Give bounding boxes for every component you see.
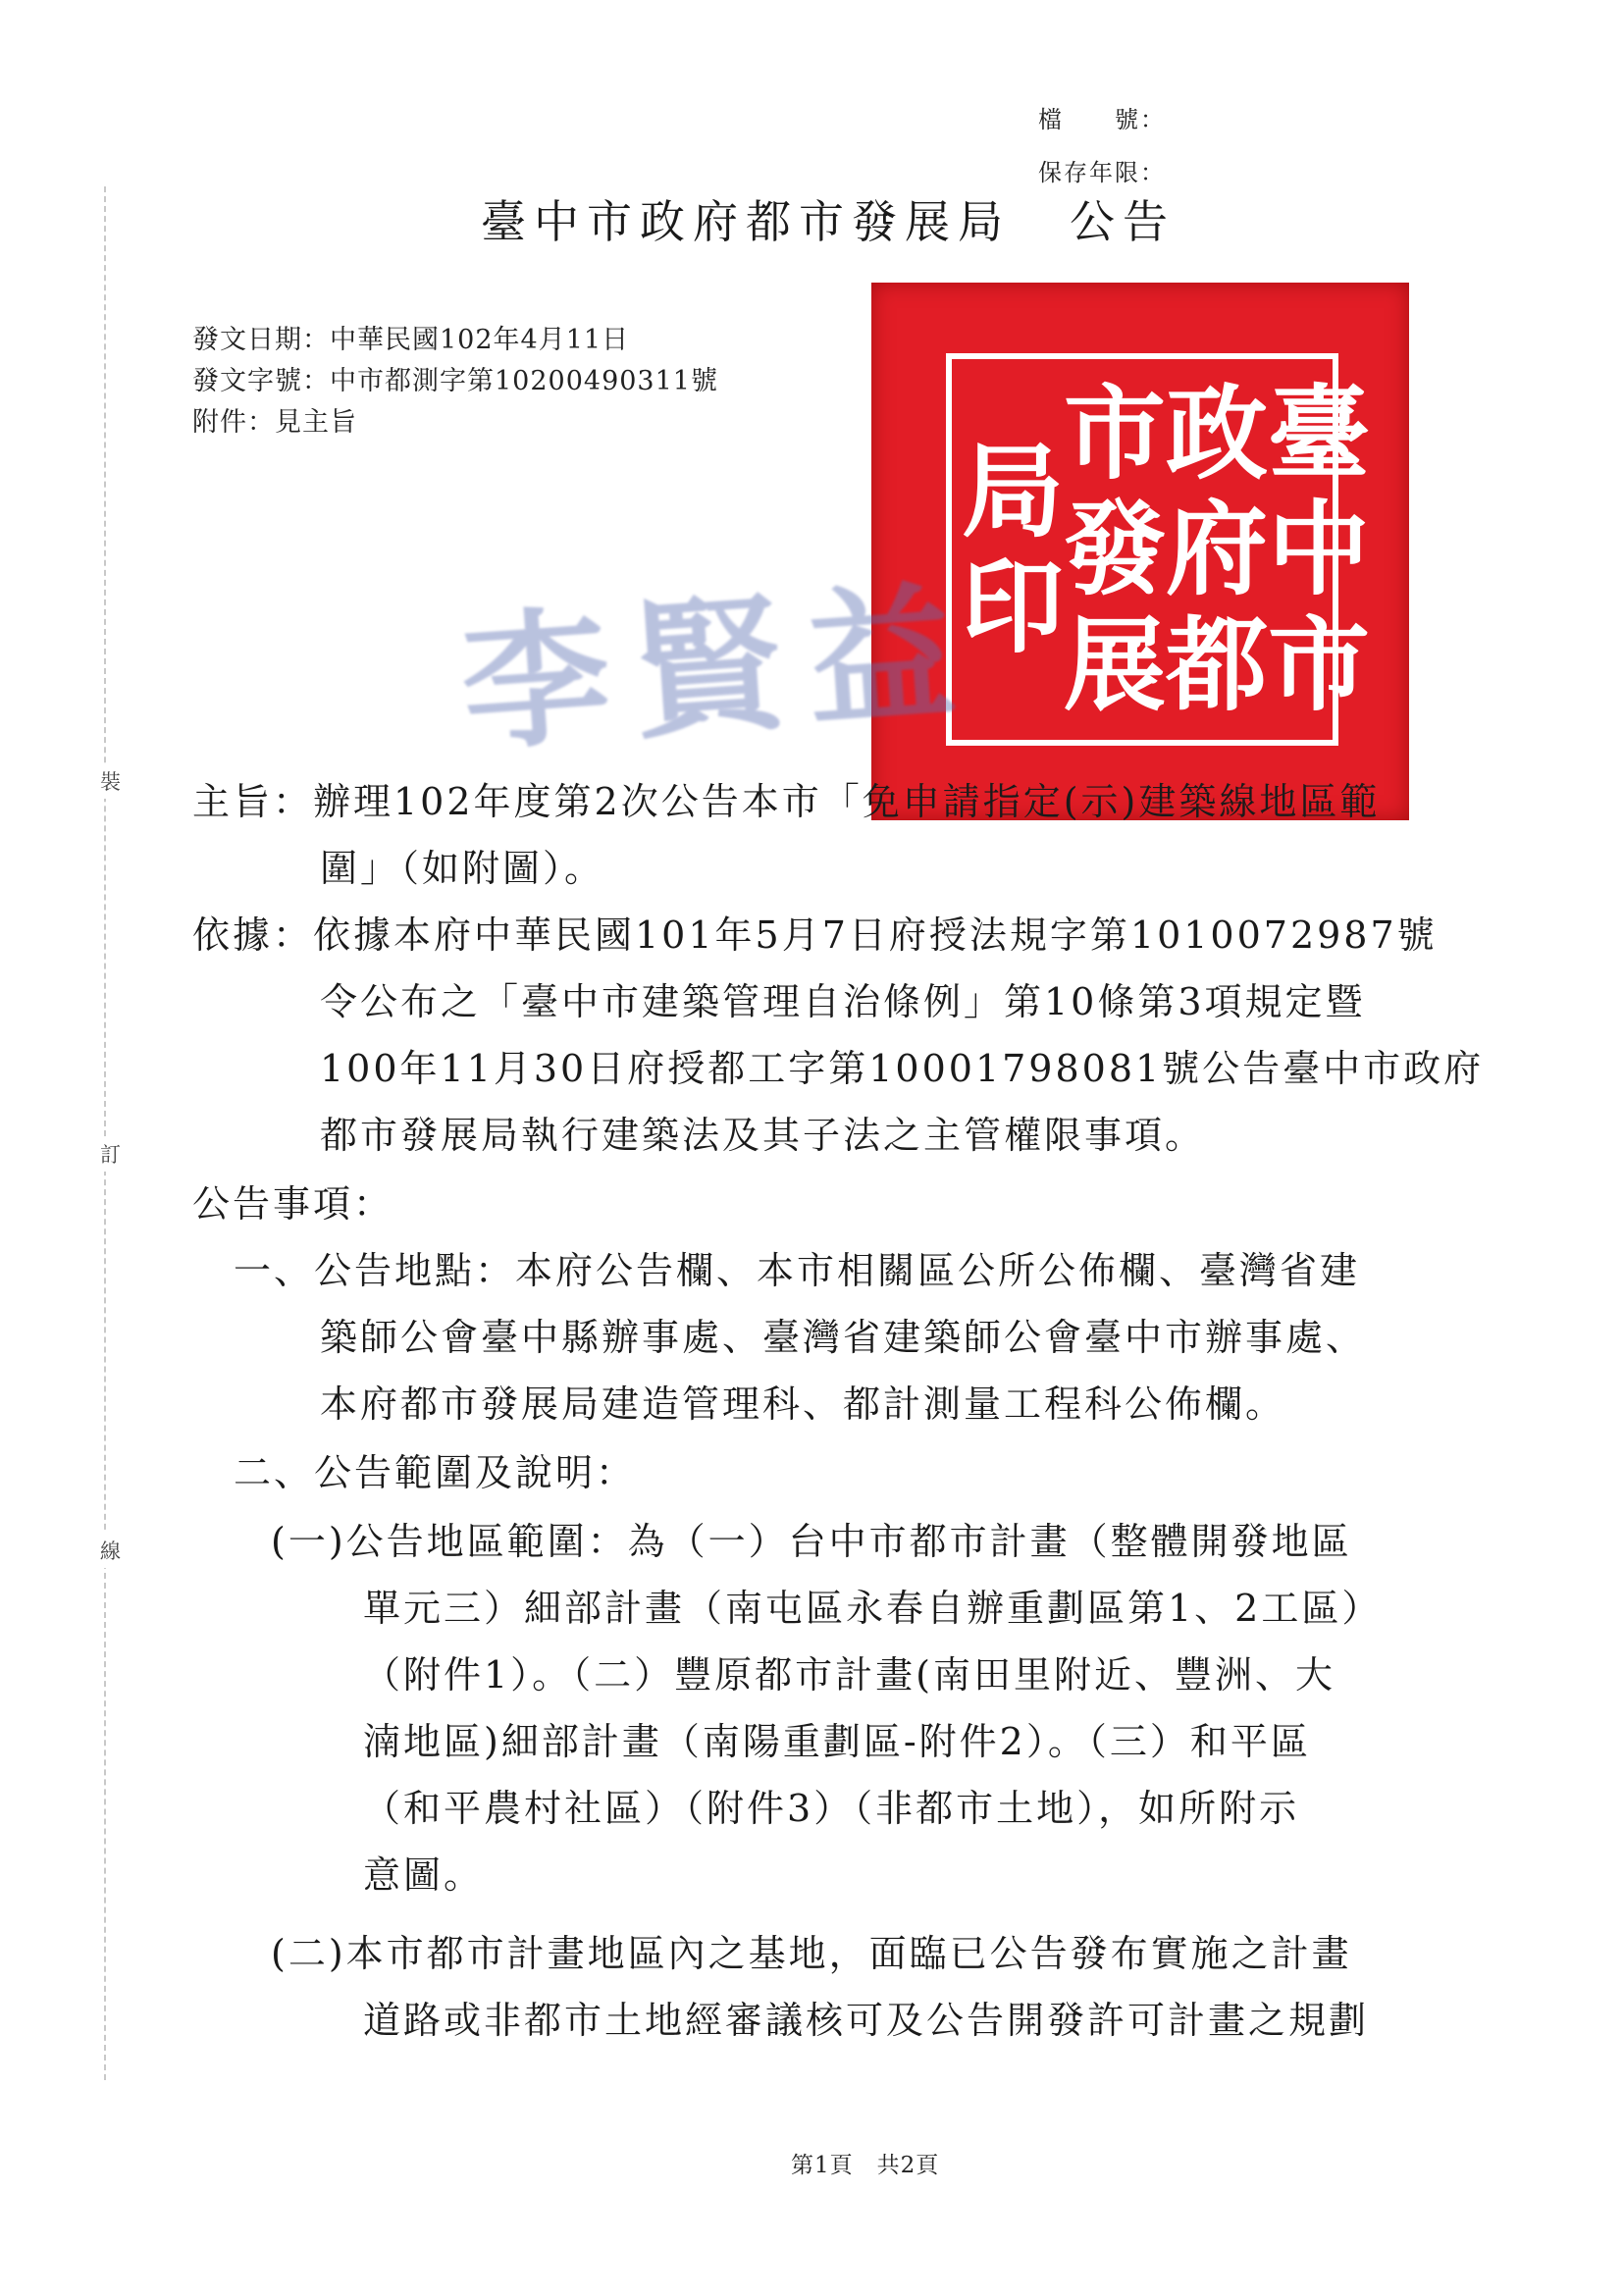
item-1-line: 本府都市發展局建造管理科、都計測量工程科公佈欄。: [320, 1383, 1286, 1426]
binding-mark-zhuang: 裝: [100, 763, 121, 799]
seal-column: 局 印: [962, 431, 1065, 667]
file-number-field: 檔 號：: [1038, 106, 1166, 133]
item-2-1-line: 湳地區)細部計畫（南陽重劃區-附件2）。（三）和平區: [363, 1720, 1311, 1763]
item-2-heading: 二、公告範圍及說明：: [234, 1451, 637, 1494]
item-2-1-line: （附件1）。（二）豐原都市計畫(南田里附近、豐洲、大: [363, 1653, 1336, 1696]
announcement-items-heading: 公告事項：: [192, 1182, 394, 1226]
seal-column: 政 府 都: [1166, 373, 1269, 725]
item-2-2-line: (二)本市都市計畫地區內之基地，面臨已公告發布實施之計畫: [271, 1932, 1352, 1975]
item-1-line: 築師公會臺中縣辦事處、臺灣省建築師公會臺中市辦事處、: [320, 1316, 1367, 1359]
binding-line: [104, 186, 106, 2080]
item-1-line: 一、公告地點：本府公告欄、本市相關區公所公佈欄、臺灣省建: [234, 1249, 1361, 1292]
subject-line: 圍」（如附圖）。: [320, 847, 605, 890]
document-title: [481, 186, 1176, 251]
item-2-1-line: 單元三）細部計畫（南屯區永春自辦重劃區第1、2工區）: [363, 1587, 1383, 1630]
document-type: 公告: [1070, 195, 1176, 248]
item-2-1-line: 意圖。: [363, 1853, 485, 1897]
item-2-1-line: （和平農村社區）（附件3）（非都市土地），如所附示: [363, 1787, 1300, 1830]
basis-line: 都市發展局執行建築法及其子法之主管權限事項。: [320, 1114, 1206, 1157]
seal-column: 市 發 展: [1064, 373, 1167, 725]
basis-line: 依據：依據本府中華民國101年5月7日府授法規字第1010072987號: [192, 913, 1438, 957]
subject-line: 主旨：辦理102年度第2次公告本市「免申請指定(示)建築線地區範: [192, 780, 1381, 823]
page-number: 第1頁 共2頁: [791, 2153, 940, 2178]
item-2-2-line: 道路或非都市土地經審議核可及公告開發許可計畫之規劃: [363, 1999, 1370, 2042]
binding-mark-ding: 訂: [100, 1136, 121, 1172]
issue-date: 發文日期：中華民國102年4月11日: [192, 325, 630, 355]
signature-stamp: 李賢益: [456, 563, 986, 773]
attachment-note: 附件：見主旨: [192, 407, 357, 438]
item-2-1-line: (一)公告地區範圍：為（一）台中市都市計畫（整體開發地區: [271, 1520, 1352, 1563]
seal-column: 臺 中 市: [1268, 373, 1371, 725]
binding-mark-xian: 線: [100, 1533, 121, 1568]
basis-line: 100年11月30日府授都工字第10001798081號公告臺中市政府: [320, 1047, 1485, 1090]
document-number: 發文字號：中市都測字第10200490311號: [192, 366, 718, 396]
basis-line: 令公布之「臺中市建築管理自治條例」第10條第3項規定暨: [320, 980, 1366, 1023]
retention-period-field: 保存年限：: [1038, 159, 1166, 186]
issuing-organization: 臺中市政府都市發展局: [481, 195, 1011, 248]
